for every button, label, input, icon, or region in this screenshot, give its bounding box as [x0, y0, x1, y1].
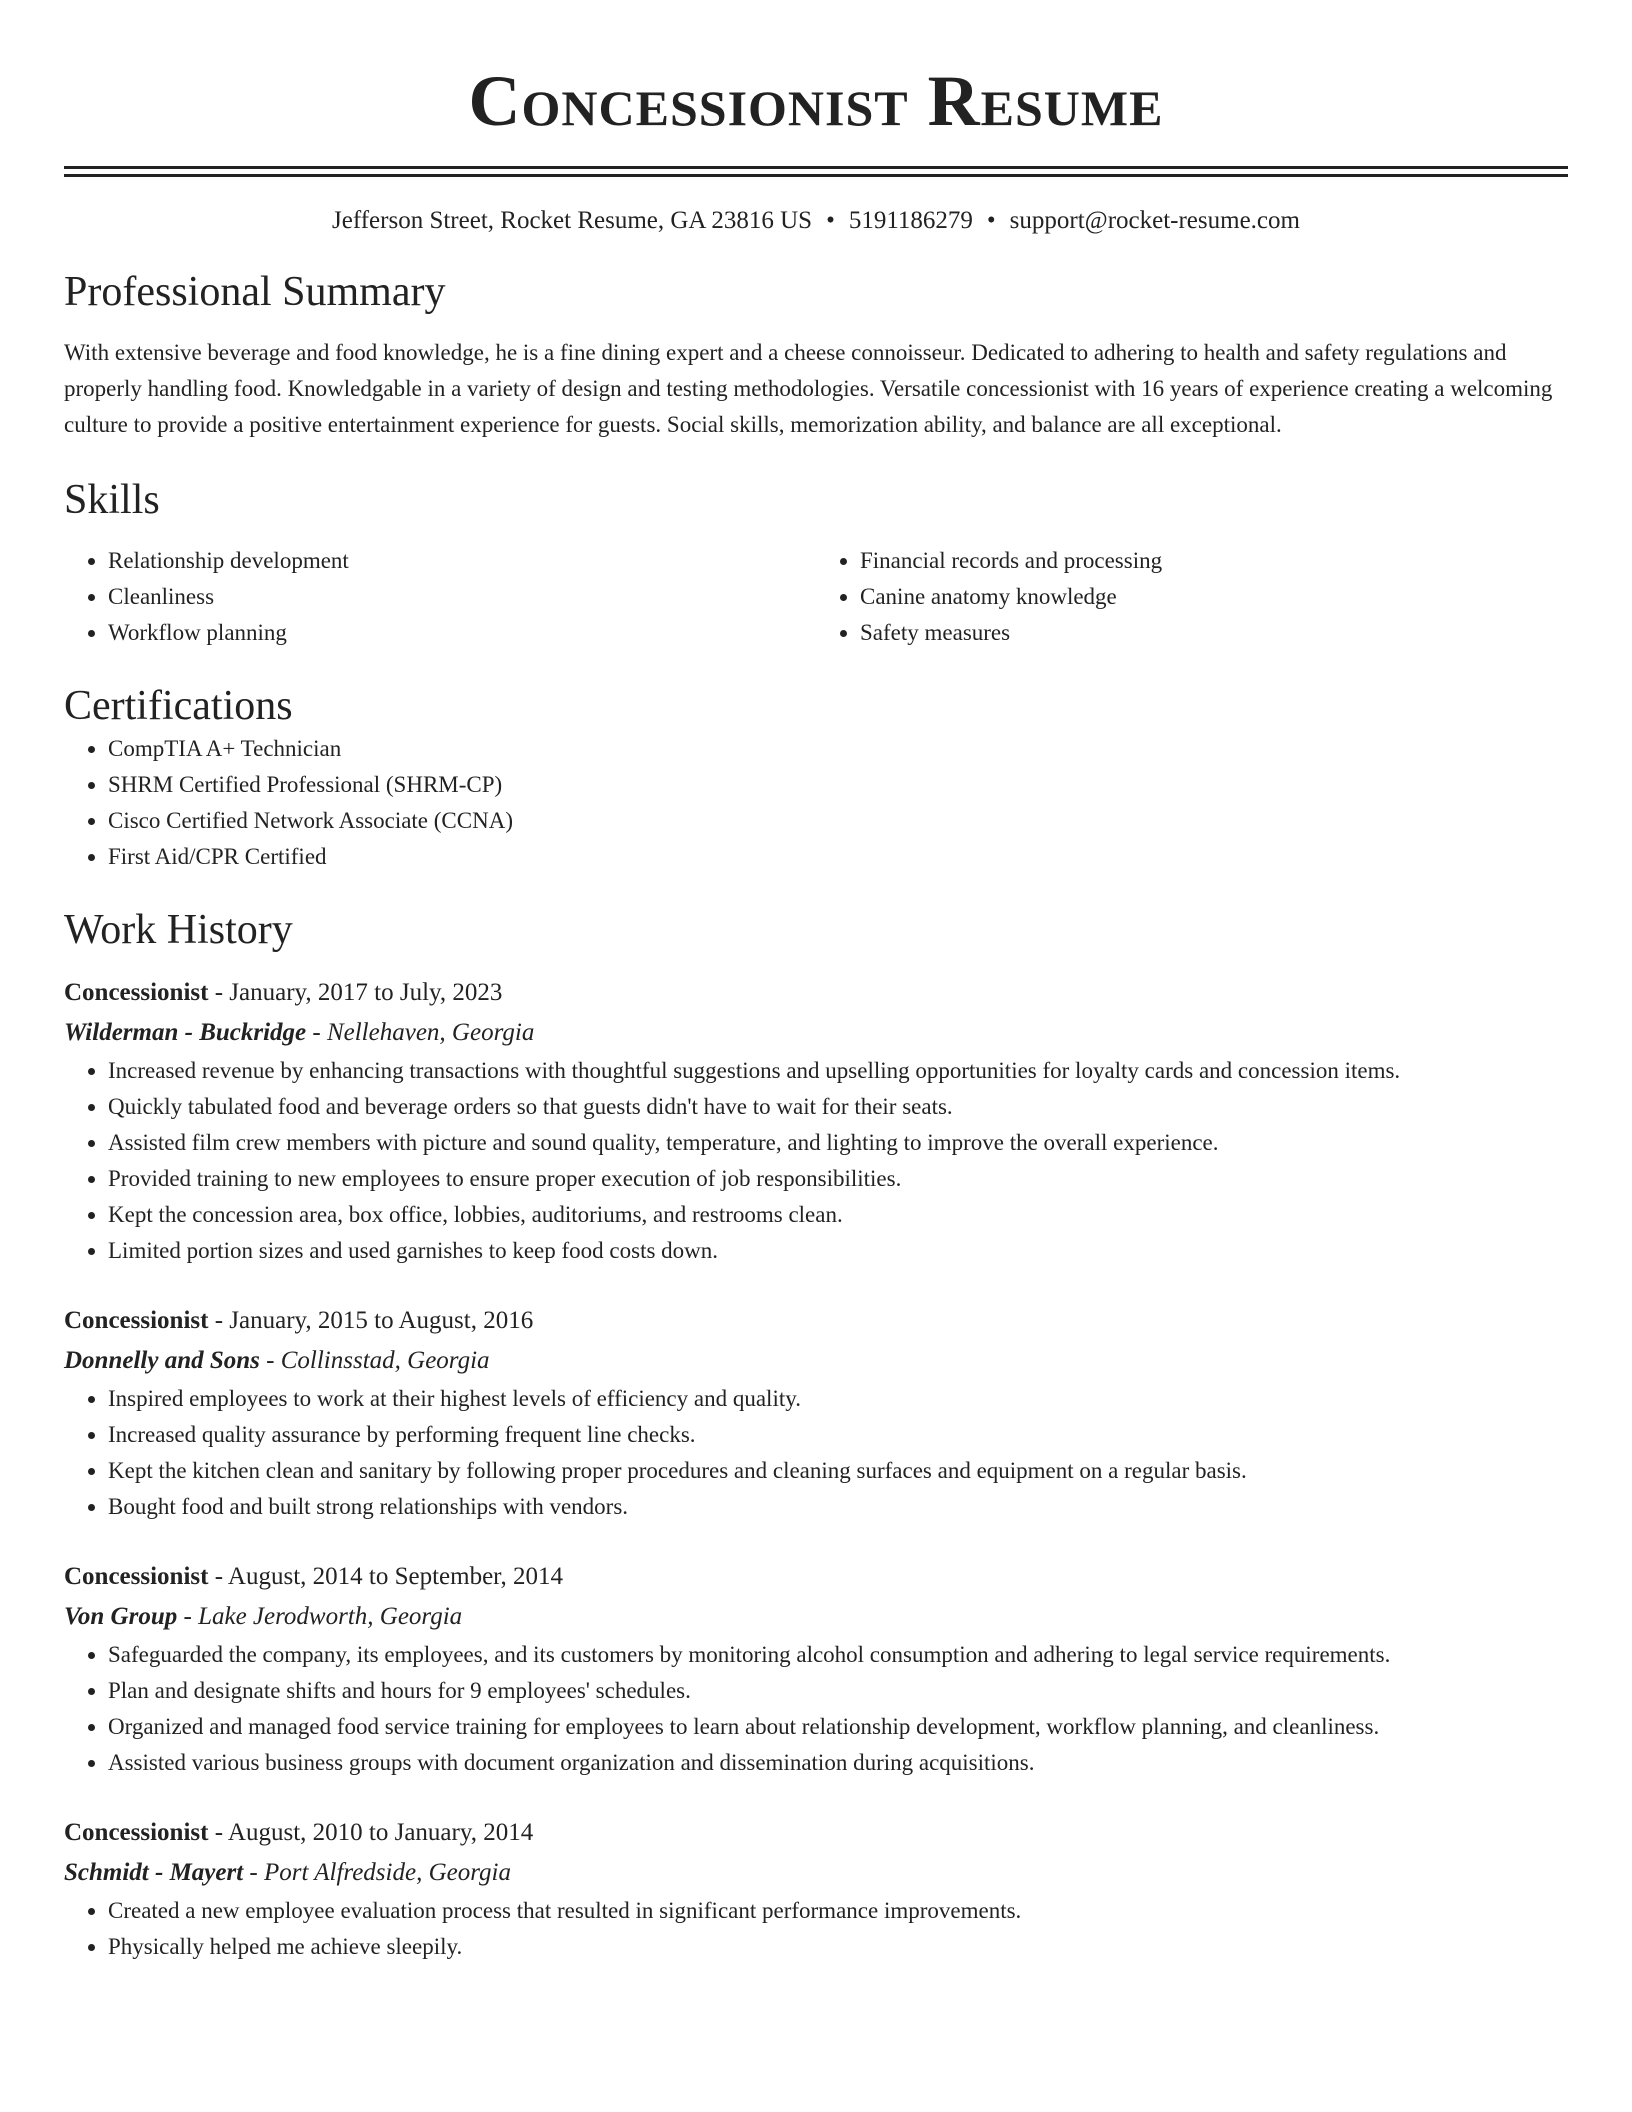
work-history-heading: Work History — [64, 907, 293, 953]
job-dash: - — [208, 1819, 228, 1846]
contact-line — [64, 205, 1568, 237]
skill-item: • Safety measures — [860, 615, 1568, 651]
skill-item: • Relationship development — [108, 543, 816, 579]
job-company-line — [64, 1013, 1568, 1053]
job-location: Lake Jerodworth, Georgia — [198, 1603, 463, 1630]
contact-phone: 5191186279 — [848, 207, 973, 234]
skills-columns — [64, 543, 1568, 651]
job-dash: - — [306, 1019, 327, 1046]
job-entry — [64, 1813, 1568, 1965]
job-dash: - — [243, 1859, 264, 1886]
job-bullet: • Plan and designate shifts and hours for 9 employees' schedules. — [108, 1673, 1568, 1709]
job-bullet: • Physically helped me achieve sleepily. — [108, 1929, 1568, 1965]
job-company: Wilderman - Buckridge — [64, 1019, 307, 1046]
job-bullet: • Safeguarded the company, its employees, and its customers by monitoring alcohol consumption and adhering to legal service requirements. — [108, 1637, 1568, 1673]
job-dates: August, 2014 to September, 2014 — [227, 1563, 564, 1590]
job-location: Nellehaven, Georgia — [326, 1019, 535, 1046]
skills-heading: Skills — [64, 477, 160, 523]
job-dash: - — [208, 1563, 228, 1590]
job-entry — [64, 973, 1568, 1269]
skills-list-right — [816, 543, 1568, 651]
job-bullet: • Assisted various business groups with document organization and dissemination during acquisitions. — [108, 1745, 1568, 1781]
job-title: Concessionist — [64, 1563, 209, 1590]
certification-item: • Cisco Certified Network Associate (CCNA) — [108, 803, 1568, 839]
skill-item: • Canine anatomy knowledge — [860, 579, 1568, 615]
job-bullet: • Provided training to new employees to ensure proper execution of job responsibilities. — [108, 1161, 1568, 1197]
certification-item: • First Aid/CPR Certified — [108, 839, 1568, 875]
certifications-list — [64, 731, 1568, 875]
job-bullet: • Quickly tabulated food and beverage orders so that guests didn't have to wait for their seats. — [108, 1089, 1568, 1125]
skill-item: • Cleanliness — [108, 579, 816, 615]
contact-email: support@rocket-resume.com — [1009, 207, 1300, 234]
job-bullet: • Bought food and built strong relationships with vendors. — [108, 1489, 1568, 1525]
certification-item: • SHRM Certified Professional (SHRM-CP) — [108, 767, 1568, 803]
job-dash: - — [208, 979, 230, 1006]
summary-text: With extensive beverage and food knowledge, he is a fine dining expert and a cheese connoisseur. Dedicated to adhering to health and safety regulations and properly handling food. Knowledgable in a variety of design and testing methodologies. Versatile concessionist with 16 years of experience creating a welcoming culture to provide a positive entertainment experience for guests. Social skills, memorization ability, and balance are all exceptional. — [64, 340, 1553, 437]
job-dash: - — [208, 1307, 230, 1334]
summary-heading: Professional Summary — [64, 269, 446, 315]
job-dates: August, 2010 to January, 2014 — [227, 1819, 534, 1846]
job-bullet: • Kept the kitchen clean and sanitary by following proper procedures and cleaning surfaces and equipment on a regular basis. — [108, 1453, 1568, 1489]
job-bullet-list — [64, 1637, 1568, 1781]
job-bullet: • Kept the concession area, box office, lobbies, auditoriums, and restrooms clean. — [108, 1197, 1568, 1233]
job-bullet-list — [64, 1893, 1568, 1965]
job-location: Collinsstad, Georgia — [280, 1347, 490, 1374]
job-bullet: • Inspired employees to work at their highest levels of efficiency and quality. — [108, 1381, 1568, 1417]
job-bullet: • Created a new employee evaluation process that resulted in significant performance improvements. — [108, 1893, 1568, 1929]
job-bullet: • Organized and managed food service training for employees to learn about relationship development, workflow planning, and cleanliness. — [108, 1709, 1568, 1745]
job-dash: - — [259, 1347, 281, 1374]
job-company: Von Group — [64, 1603, 178, 1630]
job-entry — [64, 1301, 1568, 1525]
resume-title: Concessionist Resume — [468, 61, 1164, 141]
job-bullet-list — [64, 1053, 1568, 1269]
job-company-line — [64, 1597, 1568, 1637]
job-title: Concessionist — [64, 979, 209, 1006]
job-company-line — [64, 1341, 1568, 1381]
job-title-line — [64, 973, 1568, 1013]
job-bullet: • Increased quality assurance by performing frequent line checks. — [108, 1417, 1568, 1453]
job-title: Concessionist — [64, 1819, 209, 1846]
job-title-line — [64, 1301, 1568, 1341]
skill-item: • Financial records and processing — [860, 543, 1568, 579]
skill-item: • Workflow planning — [108, 615, 816, 651]
job-location: Port Alfredside, Georgia — [264, 1859, 511, 1886]
job-bullet-list — [64, 1381, 1568, 1525]
job-company: Donnelly and Sons — [64, 1347, 260, 1374]
contact-address: Jefferson Street, Rocket Resume, GA 23816 US — [332, 207, 813, 234]
job-company: Schmidt - Mayert — [64, 1859, 244, 1886]
certification-item: • CompTIA A+ Technician — [108, 731, 1568, 767]
job-dates: January, 2017 to July, 2023 — [229, 979, 503, 1006]
title-double-rule — [64, 166, 1568, 177]
contact-separator: • — [826, 207, 835, 234]
job-dates: January, 2015 to August, 2016 — [229, 1307, 534, 1334]
job-bullet: • Limited portion sizes and used garnishes to keep food costs down. — [108, 1233, 1568, 1269]
contact-separator: • — [986, 207, 996, 234]
job-bullet: • Increased revenue by enhancing transactions with thoughtful suggestions and upselling opportunities for loyalty cards and concession items. — [108, 1053, 1568, 1089]
job-title-line — [64, 1813, 1568, 1853]
job-company-line — [64, 1853, 1568, 1893]
job-bullet: • Assisted film crew members with picture and sound quality, temperature, and lighting to improve the overall experience. — [108, 1125, 1568, 1161]
certifications-heading: Certifications — [64, 683, 293, 729]
skills-list-left — [64, 543, 816, 651]
job-title: Concessionist — [64, 1307, 209, 1334]
job-entry — [64, 1557, 1568, 1781]
job-title-line — [64, 1557, 1568, 1597]
job-dash: - — [177, 1603, 199, 1630]
